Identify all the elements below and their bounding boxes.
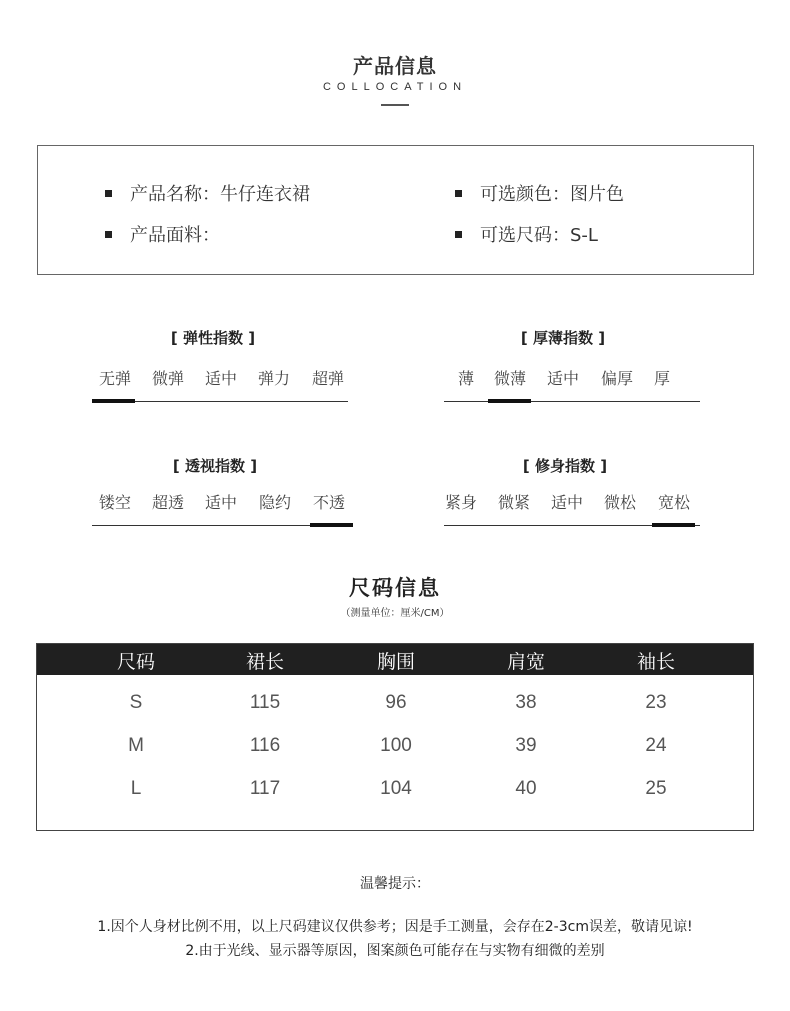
info-fabric-text: 产品面料： bbox=[130, 225, 220, 246]
table-cell: L bbox=[130, 778, 142, 799]
elasticity-indicator bbox=[92, 399, 135, 403]
table-cell: 23 bbox=[645, 692, 667, 713]
elasticity-option: 微弹 bbox=[151, 369, 184, 388]
size-table-header-cell: 尺码 bbox=[116, 651, 155, 673]
table-cell: 39 bbox=[515, 735, 537, 756]
thickness-indicator bbox=[488, 399, 531, 403]
thickness-scale-line bbox=[444, 401, 700, 402]
size-table-header-cell: 胸围 bbox=[376, 651, 415, 673]
info-color bbox=[455, 180, 624, 206]
page-title: 产品信息 bbox=[353, 54, 437, 78]
fit-title: [ 修身指数 ] bbox=[522, 457, 608, 475]
transparency-option: 隐约 bbox=[258, 493, 291, 512]
transparency-option: 超透 bbox=[151, 493, 184, 512]
thickness-title: [ 厚薄指数 ] bbox=[520, 329, 606, 347]
thickness-option: 适中 bbox=[546, 369, 579, 388]
elasticity-option: 适中 bbox=[204, 369, 237, 388]
table-cell: 104 bbox=[380, 778, 412, 799]
transparency-option: 镂空 bbox=[98, 493, 131, 512]
table-cell: 38 bbox=[515, 692, 537, 713]
info-size bbox=[455, 221, 598, 247]
thickness-option: 厚 bbox=[653, 369, 670, 388]
product-info-box bbox=[37, 145, 754, 275]
table-cell: 25 bbox=[645, 778, 667, 799]
table-cell: 116 bbox=[249, 735, 281, 756]
fit-option: 微松 bbox=[603, 493, 636, 512]
size-table bbox=[36, 643, 754, 831]
size-table-header-cell: 袖长 bbox=[636, 651, 675, 673]
elasticity-title: [ 弹性指数 ] bbox=[170, 329, 256, 347]
fit-option: 微紧 bbox=[497, 493, 530, 512]
size-table-header-cell: 肩宽 bbox=[506, 651, 545, 673]
thickness-option: 微薄 bbox=[493, 369, 526, 388]
info-name-text: 产品名称：牛仔连衣裙 bbox=[130, 184, 310, 205]
table-cell: 100 bbox=[380, 735, 412, 756]
table-cell: 115 bbox=[249, 692, 281, 713]
transparency-option: 不透 bbox=[312, 493, 345, 512]
bullet-icon bbox=[105, 190, 112, 197]
thickness-option: 偏厚 bbox=[600, 369, 633, 388]
transparency-title: [ 透视指数 ] bbox=[172, 457, 258, 475]
note-line-1: 1.因个人身材比例不用，以上尺码建议仅供参考；因是手工测量，会存在2-3cm误差，敬请见谅! bbox=[97, 919, 693, 935]
fit-indicator bbox=[652, 523, 695, 527]
info-size-text: 可选尺码：S-L bbox=[480, 225, 598, 246]
table-cell: S bbox=[129, 692, 143, 713]
table-cell: 117 bbox=[249, 778, 281, 799]
thickness-option: 薄 bbox=[457, 369, 474, 388]
size-table-header bbox=[37, 644, 753, 675]
elasticity-option: 弹力 bbox=[257, 369, 290, 388]
size-info-title: 尺码信息 bbox=[349, 576, 441, 600]
table-cell: 40 bbox=[515, 778, 537, 799]
transparency-option: 适中 bbox=[204, 493, 237, 512]
info-fabric bbox=[105, 221, 220, 247]
transparency-indicator bbox=[310, 523, 353, 527]
elasticity-option: 超弹 bbox=[311, 369, 344, 388]
notes-title: 温馨提示： bbox=[360, 876, 430, 892]
elasticity-option: 无弹 bbox=[98, 369, 131, 388]
page-subtitle: COLLOCATION bbox=[322, 81, 468, 93]
size-table-header-cell: 裙长 bbox=[245, 651, 284, 673]
note-line-2: 2.由于光线、显示器等原因，图案颜色可能存在与实物有细微的差别 bbox=[185, 943, 605, 959]
table-cell: 24 bbox=[645, 735, 667, 756]
info-color-text: 可选颜色：图片色 bbox=[480, 184, 624, 205]
table-cell: 96 bbox=[385, 692, 407, 713]
bullet-icon bbox=[455, 231, 462, 238]
fit-option: 适中 bbox=[550, 493, 583, 512]
bullet-icon bbox=[455, 190, 462, 197]
fit-option: 紧身 bbox=[444, 493, 477, 512]
size-unit-note: （测量单位：厘米/CM） bbox=[340, 608, 450, 619]
title-divider bbox=[381, 104, 409, 106]
bullet-icon bbox=[105, 231, 112, 238]
info-name bbox=[105, 180, 310, 206]
table-cell: M bbox=[128, 735, 144, 756]
fit-option: 宽松 bbox=[657, 493, 690, 512]
